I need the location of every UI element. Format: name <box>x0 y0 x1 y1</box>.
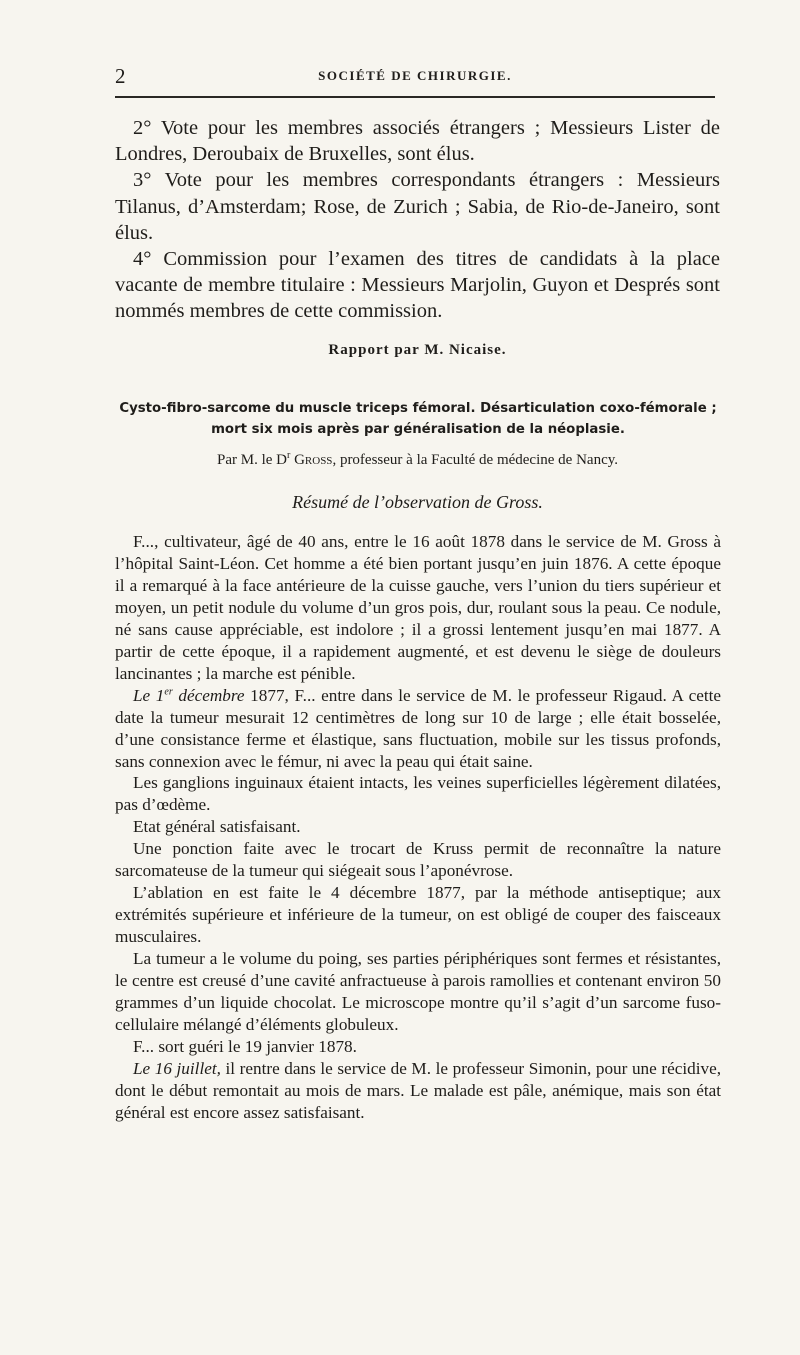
header-rule <box>115 96 715 98</box>
body-paragraph: Les ganglions inguinaux étaient intacts, les veines superficielles légèrement dilatées, pas d’œdème. <box>115 773 721 815</box>
vote-paragraph: 4° Commission pour l’examen des titres de candidats à la place vacante de membre titulaire : Messieurs Marjolin, Guyon et Després sont nommés membres de cette commission. <box>115 248 720 323</box>
paragraph-rest: 1877, F... entre dans le service de M. le professeur Rigaud. A cette date la tumeur mesurait 12 centimètres de long sur 10 de large ; elle était bosselée, d’une consistance ferme et élastique, sans fluctuation, mobile sur les tissus profonds, sans connexion avec le fémur, ni avec la peau qui était saine. <box>115 685 722 771</box>
paragraph-rest: il rentre dans le service de M. le professeur Simonin, pour une récidive, dont le début remontait au mois de mars. Le malade est pâle, anémique, mais son état général est encore assez satisfaisant. <box>115 1058 721 1122</box>
summary-title: Résumé de l’observation de Gross. <box>292 492 543 512</box>
body-paragraph <box>115 685 721 773</box>
byline-rest: , professeur à la Faculté de médecine de Nancy. <box>332 452 619 468</box>
page-number: 2 <box>115 64 126 88</box>
body-paragraph <box>115 1058 721 1124</box>
byline-name: Gross <box>294 452 333 468</box>
body-paragraph: F..., cultivateur, âgé de 40 ans, entre le 16 août 1878 dans le service de M. Gross à l’hôpital Saint-Léon. Cet homme a été bien portant jusqu’en juin 1876. A cette époque il a remarqué à la face antérieure de la cuisse gauche, vers l’union du tiers supérieur et moyen, un petit nodule du volume d’un gros pois, dur, roulant sous la peau. Ce nodule, né sans cause appréciable, est indolore ; il a grossi lentement jusqu’en mai 1877. A partir de cette époque, il a rapidement augmenté, et est devenu le siège de douleurs lancinantes ; la marche est pénible. <box>115 532 721 683</box>
body-paragraph: La tumeur a le volume du poing, ses parties périphériques sont fermes et résistantes, le centre est creusé d’une cavité anfractueuse à parois ramollies et contenant environ 50 grammes d’un liquide chocolat. Le microscope montre qu’il s’agit d’un sarcome fuso-cellulaire mélangé d’éléments globuleux. <box>115 949 721 1034</box>
body-paragraph: L’ablation en est faite le 4 décembre 1877, par la méthode antiseptique; aux extrémités supérieure et inférieure de la tumeur, on est obligé de couper des faisceaux musculaires. <box>115 883 721 947</box>
byline <box>115 452 720 469</box>
body-paragraph: Etat général satisfaisant. <box>133 817 301 837</box>
running-head: SOCIÉTÉ DE CHIRURGIE. <box>318 68 512 83</box>
date-lead: Le 1er décembre <box>133 685 245 705</box>
body-paragraph: Une ponction faite avec le trocart de Kruss permit de reconnaître la nature sarcomateuse de la tumeur qui siégeait sous l’aponévrose. <box>115 839 721 881</box>
report-title: Rapport par M. Nicaise. <box>328 342 507 358</box>
vote-paragraph: 3° Vote pour les membres correspondants étrangers : Messieurs Tilanus, d’Amsterdam; Rose, de Zurich ; Sabia, de Rio-de-Janeiro, sont élus. <box>115 169 720 244</box>
case-title: Cysto-fibro-sarcome du muscle triceps fémoral. Désarticulation coxo-fémorale ; mort six mois après par généralisation de la néoplasie. <box>119 401 717 437</box>
date-lead: Le 16 juillet, <box>133 1058 221 1078</box>
observation-body <box>115 531 721 1124</box>
byline-sup: r <box>286 450 291 461</box>
body-paragraph: F... sort guéri le 19 janvier 1878. <box>133 1036 357 1056</box>
page-header <box>115 60 715 90</box>
vote-paragraph: 2° Vote pour les membres associés étrangers ; Messieurs Lister de Londres, Deroubaix de Bruxelles, sont élus. <box>115 117 720 166</box>
byline-prefix: Par M. le D <box>216 452 287 468</box>
votes-section <box>115 115 720 325</box>
